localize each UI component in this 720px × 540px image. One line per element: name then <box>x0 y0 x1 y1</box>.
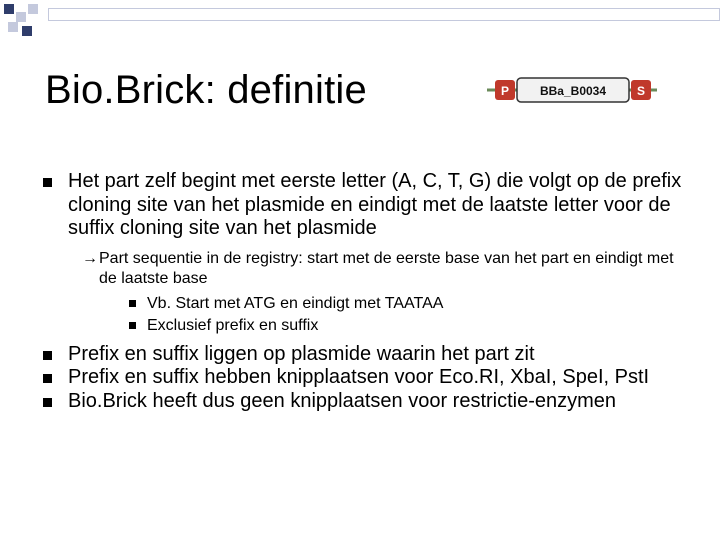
sub-bullet-text: Vb. Start met ATG en eindigt met TAATAA <box>147 294 444 312</box>
bullet-item <box>45 390 695 414</box>
arrow-item <box>82 249 695 289</box>
bullet-text: Het part zelf begint met eerste letter (A, C, T, G) die volgt op de prefix cloning site van het plasmide en eindigt met de laatste letter voor de suffix cloning site van het plasmide <box>68 170 682 239</box>
slide-title: Bio.Brick: definitie <box>45 68 367 112</box>
sub-bullet-item <box>129 315 695 337</box>
slide-body <box>45 170 695 421</box>
deco-square <box>16 12 26 22</box>
deco-square <box>22 26 32 36</box>
square-bullet-icon <box>43 398 52 407</box>
deco-square <box>4 4 14 14</box>
deco-square <box>28 4 38 14</box>
bullet-item <box>45 343 695 367</box>
logo-part-name: BBa_B0034 <box>539 84 607 98</box>
header-bar <box>48 8 720 21</box>
square-bullet-icon <box>43 351 52 360</box>
biobrick-part-logo <box>487 74 657 106</box>
arrow-text: Part sequentie in de registry: start met de eerste base van het part en eindigt met de laatste base <box>99 249 674 287</box>
square-bullet-icon <box>43 178 52 187</box>
bullet-text: Bio.Brick heeft dus geen knipplaatsen voor restrictie-enzymen <box>68 389 617 412</box>
sub-bullet-item <box>129 293 695 315</box>
bullet-text: Prefix en suffix liggen op plasmide waarin het part zit <box>68 342 535 365</box>
bullet-item <box>45 170 695 241</box>
logo-prefix: P <box>500 84 510 98</box>
bullet-text: Prefix en suffix hebben knipplaatsen voor Eco.RI, XbaI, SpeI, PstI <box>68 366 650 388</box>
bullet-item <box>45 366 695 390</box>
logo-suffix: S <box>636 84 646 98</box>
square-bullet-icon <box>129 322 136 329</box>
square-bullet-icon <box>129 300 136 307</box>
deco-square <box>8 22 18 32</box>
corner-decoration <box>0 0 720 40</box>
sub-bullet-text: Exclusief prefix en suffix <box>147 316 319 334</box>
arrow-right-icon: → <box>82 249 98 267</box>
square-bullet-icon <box>43 374 52 383</box>
